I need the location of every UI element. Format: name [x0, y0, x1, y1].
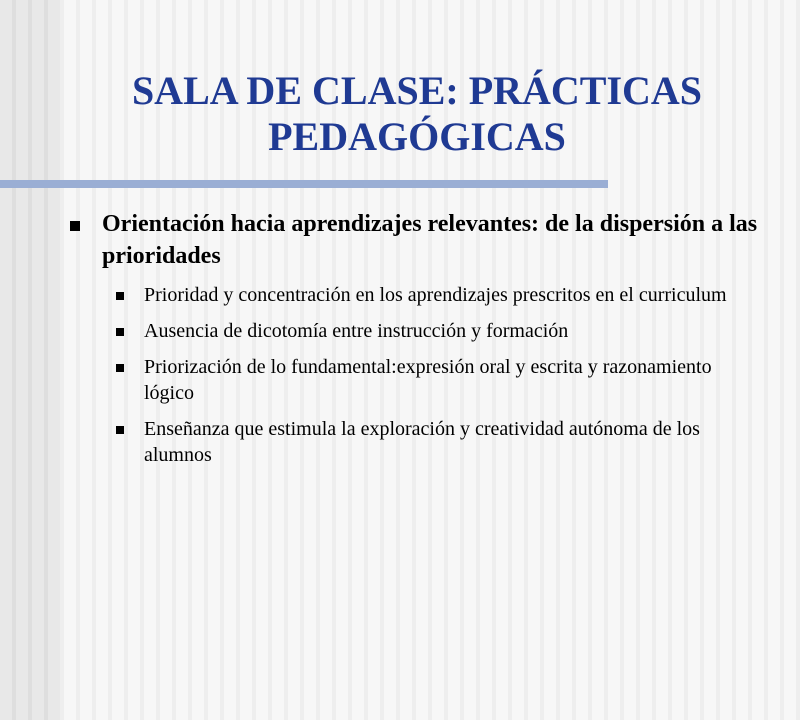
square-bullet-icon	[116, 426, 124, 434]
square-bullet-icon	[70, 221, 80, 231]
sub-bullet-item	[66, 282, 766, 308]
slide-title: SALA DE CLASE: PRÁCTICAS PEDAGÓGICAS	[131, 68, 703, 159]
slide-content	[66, 208, 766, 478]
sub-bullet-item	[66, 416, 766, 468]
sub-bullet-item	[66, 354, 766, 406]
sub-bullet-text: Priorización de lo fundamental:expresión oral y escrita y razonamiento lógico	[144, 356, 712, 404]
sub-bullet-list	[66, 282, 766, 468]
left-decorative-band	[0, 0, 60, 720]
square-bullet-icon	[116, 328, 124, 336]
title-underline-rule	[0, 180, 608, 188]
square-bullet-icon	[116, 364, 124, 372]
sub-bullet-text: Prioridad y concentración en los aprendizajes prescritos en el curriculum	[144, 284, 727, 306]
sub-bullet-text: Enseñanza que estimula la exploración y creatividad autónoma de los alumnos	[144, 418, 700, 466]
sub-bullet-text: Ausencia de dicotomía entre instrucción y formación	[144, 320, 569, 342]
main-bullet-item	[66, 208, 766, 272]
sub-bullet-item	[66, 318, 766, 344]
main-bullet-text: Orientación hacia aprendizajes relevantes: de la dispersión a las prioridades	[102, 211, 758, 269]
square-bullet-icon	[116, 292, 124, 300]
